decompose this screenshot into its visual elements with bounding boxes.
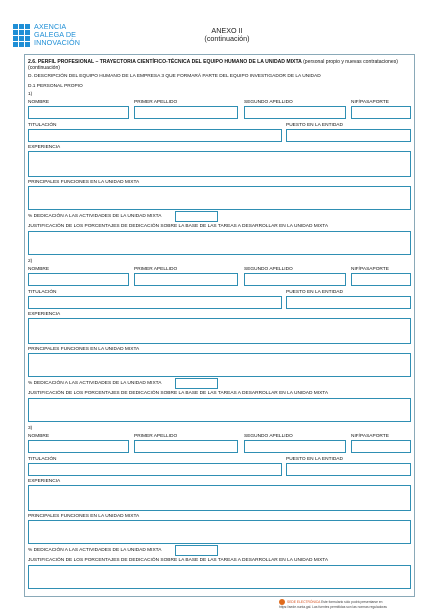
puesto-field[interactable] [286,296,411,309]
justificacion-field[interactable] [28,231,411,255]
nif-field[interactable] [351,106,411,119]
puesto-field[interactable] [286,129,411,142]
label-primer-apellido: PRIMER APELLIDO [134,100,178,105]
primer-apellido-field[interactable] [134,273,238,286]
segundo-apellido-field[interactable] [244,106,346,119]
nombre-field[interactable] [28,440,129,453]
label-nombre: NOMBRE [28,100,50,105]
annex-heading [192,27,262,43]
label-dedicacion: % DEDICACIÓN A LAS ACTIVIDADES DE LA UNIDAD MIXTA [28,548,162,553]
person-number: 1) [28,92,33,97]
label-puesto: PUESTO EN LA ENTIDAD [286,290,343,295]
subsection-label: D.1 PERSONAL PROPIO [28,84,83,89]
label-dedicacion: % DEDICACIÓN A LAS ACTIVIDADES DE LA UNIDAD MIXTA [28,381,162,386]
label-primer-apellido: PRIMER APELLIDO [134,267,178,272]
label-segundo-apellido: SEGUNDO APELLIDO [244,434,293,439]
section-title: 2.6. PERFIL PROFESIONAL – TRAYECTORIA CIENTÍFICO-TÉCNICA DEL EQUIPO HUMANO DE LA UNIDAD MIXTA (personal propio y nuevas contrataciones) (continuación) [28,59,398,72]
footer-line-1: Este formulario sólo podrá presentarse en [321,599,383,604]
titulacion-field[interactable] [28,129,282,142]
nombre-field[interactable] [28,273,129,286]
person-number: 3) [28,426,33,431]
label-funciones: PRINCIPALES FUNCIONES EN LA UNIDAD MIXTA [28,514,140,519]
label-nombre: NOMBRE [28,267,50,272]
label-dedicacion: % DEDICACIÓN A LAS ACTIVIDADES DE LA UNIDAD MIXTA [28,214,162,219]
funciones-field[interactable] [28,353,411,377]
person-number: 2) [28,259,33,264]
label-nombre: NOMBRE [28,434,50,439]
label-experiencia: EXPERIENCIA [28,145,61,150]
segundo-apellido-field[interactable] [244,273,346,286]
nombre-field[interactable] [28,106,129,119]
justificacion-field[interactable] [28,398,411,422]
titulacion-field[interactable] [28,296,282,309]
label-funciones: PRINCIPALES FUNCIONES EN LA UNIDAD MIXTA [28,180,140,185]
annex-title: ANEXO II [211,26,243,35]
label-primer-apellido: PRIMER APELLIDO [134,434,178,439]
annex-subtitle: (continuación) [204,34,250,43]
logo-grid-icon [13,24,31,50]
segundo-apellido-field[interactable] [244,440,346,453]
label-experiencia: EXPERIENCIA [28,312,61,317]
section-subtitle: D. DESCRIPCIÓN DEL EQUIPO HUMANO DE LA EMPRESA 3 QUE FORMARÁ PARTE DEL EQUIPO INVESTIGADOR DE LA UNIDAD [28,74,321,79]
footer-line-2: https://sede.xunta.gal. Las fuentes permitidas son las normas reguladoras [279,605,387,609]
label-nif: NIF/PASAPORTE [351,100,389,105]
puesto-field[interactable] [286,463,411,476]
label-segundo-apellido: SEGUNDO APELLIDO [244,100,293,105]
logo-text: AXENCIA GALEGA DE INNOVACIÓN [34,22,80,47]
footer-note [279,599,419,609]
label-nif: NIF/PASAPORTE [351,267,389,272]
experiencia-field[interactable] [28,485,411,511]
primer-apellido-field[interactable] [134,440,238,453]
label-funciones: PRINCIPALES FUNCIONES EN LA UNIDAD MIXTA [28,347,140,352]
label-justificacion: JUSTIFICACIÓN DE LOS PORCENTAJES DE DEDICACIÓN SOBRE LA BASE DE LAS TAREAS A DESARROLLAR EN LA UNIDAD MIXTA [28,391,329,396]
experiencia-field[interactable] [28,318,411,344]
experiencia-field[interactable] [28,151,411,177]
justificacion-field[interactable] [28,565,411,589]
label-justificacion: JUSTIFICACIÓN DE LOS PORCENTAJES DE DEDICACIÓN SOBRE LA BASE DE LAS TAREAS A DESARROLLAR EN LA UNIDAD MIXTA [28,558,329,563]
label-experiencia: EXPERIENCIA [28,479,61,484]
label-justificacion: JUSTIFICACIÓN DE LOS PORCENTAJES DE DEDICACIÓN SOBRE LA BASE DE LAS TAREAS A DESARROLLAR EN LA UNIDAD MIXTA [28,224,329,229]
label-segundo-apellido: SEGUNDO APELLIDO [244,267,293,272]
titulacion-field[interactable] [28,463,282,476]
label-puesto: PUESTO EN LA ENTIDAD [286,123,343,128]
funciones-field[interactable] [28,186,411,210]
primer-apellido-field[interactable] [134,106,238,119]
dedicacion-field[interactable] [175,545,218,556]
nif-field[interactable] [351,273,411,286]
agency-logo [13,22,88,52]
footer-seal-text: SEDE ELECTRÓNICA [287,599,321,604]
label-nif: NIF/PASAPORTE [351,434,389,439]
label-titulacion: TITULACIÓN [28,457,57,462]
funciones-field[interactable] [28,520,411,544]
label-titulacion: TITULACIÓN [28,123,57,128]
label-puesto: PUESTO EN LA ENTIDAD [286,457,343,462]
nif-field[interactable] [351,440,411,453]
label-titulacion: TITULACIÓN [28,290,57,295]
dedicacion-field[interactable] [175,211,218,222]
dedicacion-field[interactable] [175,378,218,389]
